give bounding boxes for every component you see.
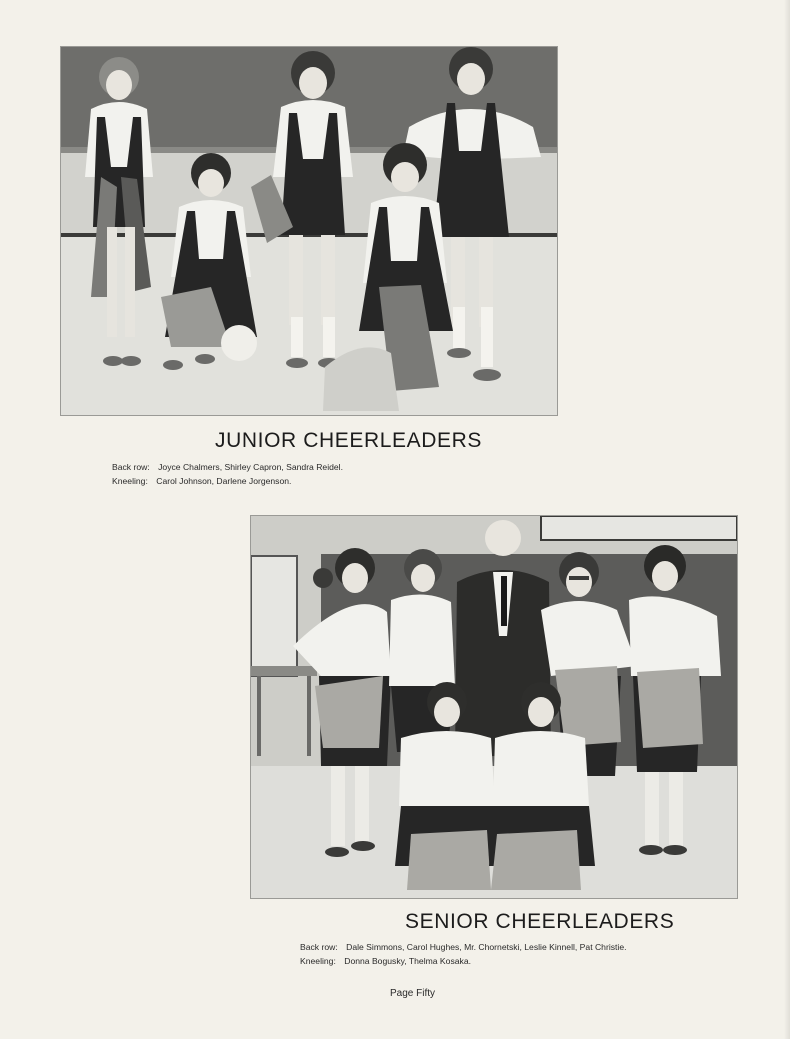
- senior-cheerleaders-photo: [250, 515, 738, 899]
- page-edge-shadow: [784, 0, 790, 1039]
- senior-back-row-names: Dale Simmons, Carol Hughes, Mr. Chornetski, Leslie Kinnell, Pat Christie.: [346, 942, 627, 952]
- senior-caption: [300, 940, 627, 968]
- page-number: Page Fifty: [390, 988, 436, 999]
- junior-cheerleaders-heading: JUNIOR CHEERLEADERS: [215, 429, 482, 452]
- junior-back-row-names: Joyce Chalmers, Shirley Capron, Sandra Reidel.: [158, 462, 343, 472]
- junior-kneeling-names: Carol Johnson, Darlene Jorgenson.: [156, 476, 292, 486]
- junior-kneeling-label: Kneeling:: [112, 476, 148, 486]
- junior-cheerleaders-photo: [60, 46, 558, 416]
- senior-kneeling-line: [300, 954, 627, 968]
- senior-photo-illustration: [251, 516, 737, 898]
- junior-photo-illustration: [61, 47, 557, 415]
- senior-cheerleaders-heading: SENIOR CHEERLEADERS: [405, 910, 675, 933]
- junior-kneeling-line: [112, 474, 343, 488]
- junior-caption: [112, 460, 343, 488]
- senior-kneeling-label: Kneeling:: [300, 956, 336, 966]
- senior-back-row-line: [300, 940, 627, 954]
- senior-kneeling-names: Donna Bogusky, Thelma Kosaka.: [344, 956, 471, 966]
- junior-back-row-label: Back row:: [112, 462, 150, 472]
- junior-back-row-line: [112, 460, 343, 474]
- senior-back-row-label: Back row:: [300, 942, 338, 952]
